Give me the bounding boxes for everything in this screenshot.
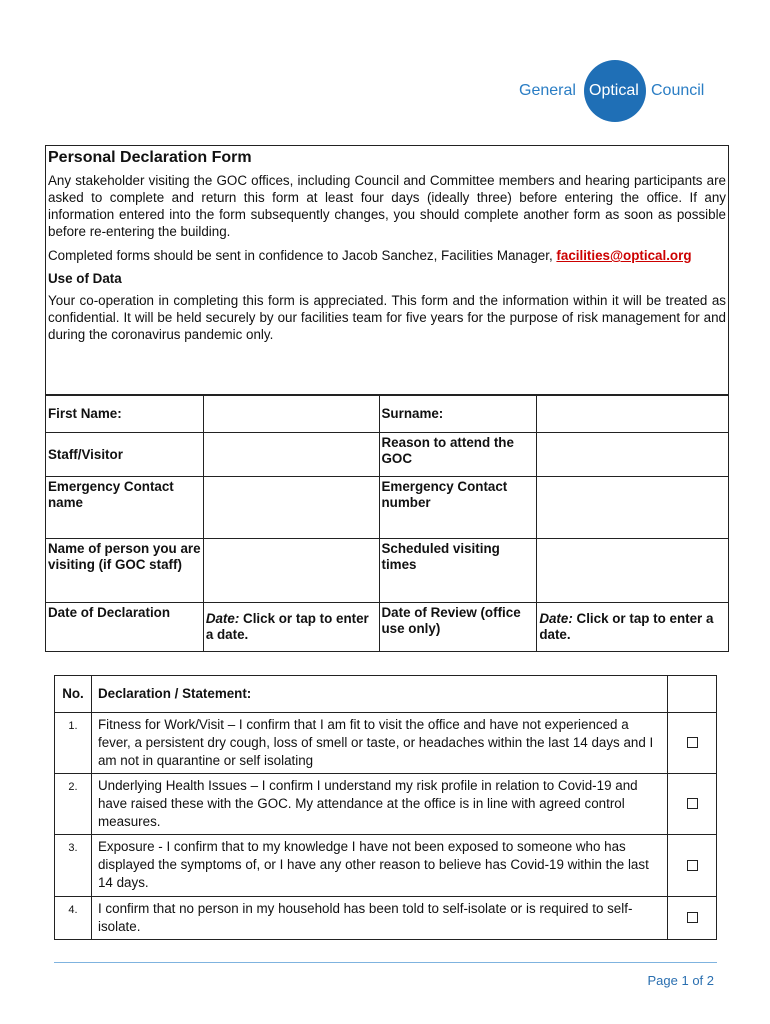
date-hint-text: Click or tap to enter a date. [539, 611, 714, 642]
row-number: 4. [55, 897, 92, 940]
date-review-label: Date of Review (office use only) [379, 603, 537, 652]
logo-word-optical: Optical [589, 82, 639, 99]
intro-paragraph: Any stakeholder visiting the GOC offices, including Council and Committee members and hearing participants are asked to complete and return this form at least four days (ideally three) before entering the office. If any information entered into the form subsequently changes, you should complete another form as soon as possible before re-entering the building. [48, 173, 726, 239]
emergency-contact-number-field[interactable] [537, 477, 729, 539]
person-visiting-field[interactable] [203, 539, 379, 603]
date-declaration-picker[interactable] [203, 603, 379, 652]
logo-word-general: General [519, 82, 576, 99]
date-review-picker[interactable] [537, 603, 729, 652]
staff-visitor-label: Staff/Visitor [46, 433, 204, 477]
table-row [55, 897, 717, 940]
row-statement: I confirm that no person in my household has been told to self-isolate or is required to self-isolate. [91, 897, 667, 940]
use-of-data-heading: Use of Data [48, 271, 122, 286]
send-instructions-text: Completed forms should be sent in confidence to Jacob Sanchez, Facilities Manager, [48, 248, 553, 263]
row-statement: Underlying Health Issues – I confirm I understand my risk profile in relation to Covid-19 and have raised these with the GOC. My attendance at the office is in line with agreed control measures. [91, 774, 667, 835]
reason-label: Reason to attend the GOC [379, 433, 537, 477]
col-no-header: No. [55, 676, 92, 713]
checkbox-2[interactable] [687, 798, 698, 809]
facilities-email-link[interactable]: facilities@optical.org [556, 248, 692, 263]
scheduled-times-label: Scheduled visiting times [379, 539, 537, 603]
reason-field[interactable] [537, 433, 729, 477]
emergency-contact-name-field[interactable] [203, 477, 379, 539]
send-instructions [48, 247, 726, 264]
col-statement-header: Declaration / Statement: [91, 676, 667, 713]
first-name-field[interactable] [203, 396, 379, 433]
staff-visitor-field[interactable] [203, 433, 379, 477]
surname-label: Surname: [379, 396, 537, 433]
checkbox-1[interactable] [687, 737, 698, 748]
use-of-data-paragraph: Your co-operation in completing this form is appreciated. This form and the information within it will be treated as confidential. It will be held securely by our facilities team for five years for the purpose of risk management for and during the coronavirus pandemic only. [48, 293, 726, 342]
row-statement: Exposure - I confirm that to my knowledge I have not been exposed to someone who has displayed the symptoms of, or I have any other reason to believe has Covid-19 within the last 14 days. [91, 835, 667, 897]
row-statement: Fitness for Work/Visit – I confirm that I am fit to visit the office and have not experienced a fever, a persistent dry cough, loss of smell or taste, or headaches within the last 14 days and I am not in quarantine or self isolating [91, 713, 667, 774]
row-number: 1. [55, 713, 92, 774]
checkbox-3[interactable] [687, 860, 698, 871]
emergency-contact-name-label: Emergency Contact name [46, 477, 204, 539]
col-check-header [668, 676, 717, 713]
footer-divider [54, 962, 717, 963]
row-number: 3. [55, 835, 92, 897]
table-row [55, 835, 717, 897]
first-name-label: First Name: [46, 396, 204, 433]
emergency-contact-number-label: Emergency Contact number [379, 477, 537, 539]
date-declaration-label: Date of Declaration [46, 603, 204, 652]
page-number: Page 1 of 2 [647, 973, 714, 988]
intro-box [45, 145, 729, 395]
person-visiting-label: Name of person you are visiting (if GOC staff) [46, 539, 204, 603]
logo-word-council: Council [651, 82, 705, 99]
personal-details-table [45, 395, 729, 652]
table-row [55, 774, 717, 835]
table-row [55, 713, 717, 774]
date-hint-text: Click or tap to enter a date. [205, 611, 369, 642]
goc-logo [519, 60, 719, 120]
row-number: 2. [55, 774, 92, 835]
scheduled-times-field[interactable] [537, 539, 729, 603]
checkbox-4[interactable] [687, 912, 698, 923]
date-hint-label: Date: [205, 611, 240, 626]
declaration-table [54, 675, 717, 940]
date-hint-label: Date: [539, 611, 573, 626]
surname-field[interactable] [537, 396, 729, 433]
form-title: Personal Declaration Form [48, 149, 252, 166]
